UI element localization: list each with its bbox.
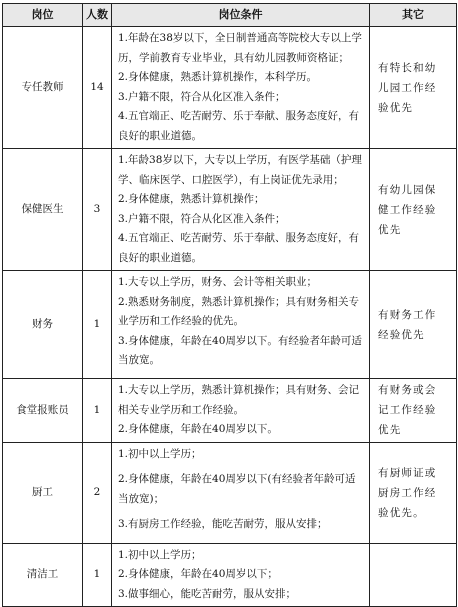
other-cell xyxy=(370,543,457,607)
condition-item: 3.做事细心，能吃苦耐劳，服从安排； xyxy=(118,587,297,600)
condition-item: 1.大专以上学历，财务、会计等相关职业； xyxy=(118,276,318,288)
conditions-cell xyxy=(112,27,370,149)
conditions-cell xyxy=(112,271,370,379)
position-cell: 食堂报账员 xyxy=(3,379,83,443)
header-other: 其它 xyxy=(370,4,457,27)
recruitment-table xyxy=(2,3,457,607)
condition-item: 1.年龄38岁以下，大专以上学历，有医学基础（护理学、临床医学、口腔医学），有上岗证优先录用； xyxy=(118,154,362,186)
table-row xyxy=(3,543,457,607)
condition-item: 1.初中以上学历； xyxy=(118,447,202,460)
condition-item: 3.身体健康，年龄在40周岁以下。有经验者年龄可适当放宽。 xyxy=(118,334,362,366)
count-cell: 2 xyxy=(83,442,112,543)
condition-item: 3.有厨房工作经验，能吃苦耐劳，服从安排； xyxy=(118,518,328,530)
conditions-cell xyxy=(112,149,370,271)
table-row xyxy=(3,149,457,271)
table-row xyxy=(3,271,457,379)
count-cell: 14 xyxy=(83,27,112,149)
condition-item: 1.大专以上学历，熟悉计算机操作；具有财务、会记相关专业学历和工作经验。 xyxy=(118,384,360,416)
position-cell: 财务 xyxy=(3,271,83,379)
table-row xyxy=(3,27,457,149)
header-conditions: 岗位条件 xyxy=(112,4,370,27)
condition-item: 2.身体健康，年龄在40周岁以下； xyxy=(118,568,278,580)
header-count: 人数 xyxy=(83,4,112,27)
condition-item: 2.身体健康，年龄在40周岁以下。 xyxy=(118,423,278,435)
count-cell: 3 xyxy=(83,149,112,271)
condition-item: 2.身体健康，年龄在40周岁以下(有经验者年龄可适当放宽)； xyxy=(118,473,356,505)
position-cell: 清洁工 xyxy=(3,543,83,607)
count-cell: 1 xyxy=(83,379,112,443)
condition-item: 2.熟悉财务制度，熟悉计算机操作；具有财务相关专业学历和工作经验的优先。 xyxy=(118,295,360,327)
other-cell: 有财务或会记工作经验优先 xyxy=(370,379,457,443)
conditions-cell xyxy=(112,379,370,443)
conditions-cell xyxy=(112,543,370,607)
position-cell: 厨工 xyxy=(3,442,83,543)
table-row xyxy=(3,442,457,543)
condition-item: 3.户籍不限，符合从化区准入条件； xyxy=(118,212,286,225)
table-row xyxy=(3,379,457,443)
header-row xyxy=(3,4,457,27)
header-position: 岗位 xyxy=(3,4,83,27)
position-cell: 保健医生 xyxy=(3,149,83,271)
condition-item: 1.年龄在38岁以下，全日制普通高等院校大专以上学历，学前教育专业毕业，具有幼儿园教师资格证； xyxy=(118,32,362,64)
condition-item: 3.户籍不限，符合从化区准入条件； xyxy=(118,90,286,103)
condition-item: 4.五官端正、吃苦耐劳、乐于奉献、服务态度好，有良好的职业道德。 xyxy=(118,232,360,264)
other-cell: 有厨师证或厨房工作经验优先。 xyxy=(370,442,457,543)
other-cell: 有幼儿园保健工作经验优先 xyxy=(370,149,457,271)
condition-item: 2.身体健康，熟悉计算机操作； xyxy=(118,193,265,205)
condition-item: 2.身体健康，熟悉计算机操作，本科学历。 xyxy=(118,71,318,83)
condition-item: 1.初中以上学历； xyxy=(118,548,202,561)
condition-item: 4.五官端正、吃苦耐劳、乐于奉献、服务态度好，有良好的职业道德。 xyxy=(118,110,360,142)
conditions-cell xyxy=(112,442,370,543)
other-cell: 有特长和幼儿园工作经验优先 xyxy=(370,27,457,149)
other-cell: 有财务工作经验优先 xyxy=(370,271,457,379)
count-cell: 1 xyxy=(83,543,112,607)
count-cell: 1 xyxy=(83,271,112,379)
position-cell: 专任教师 xyxy=(3,27,83,149)
